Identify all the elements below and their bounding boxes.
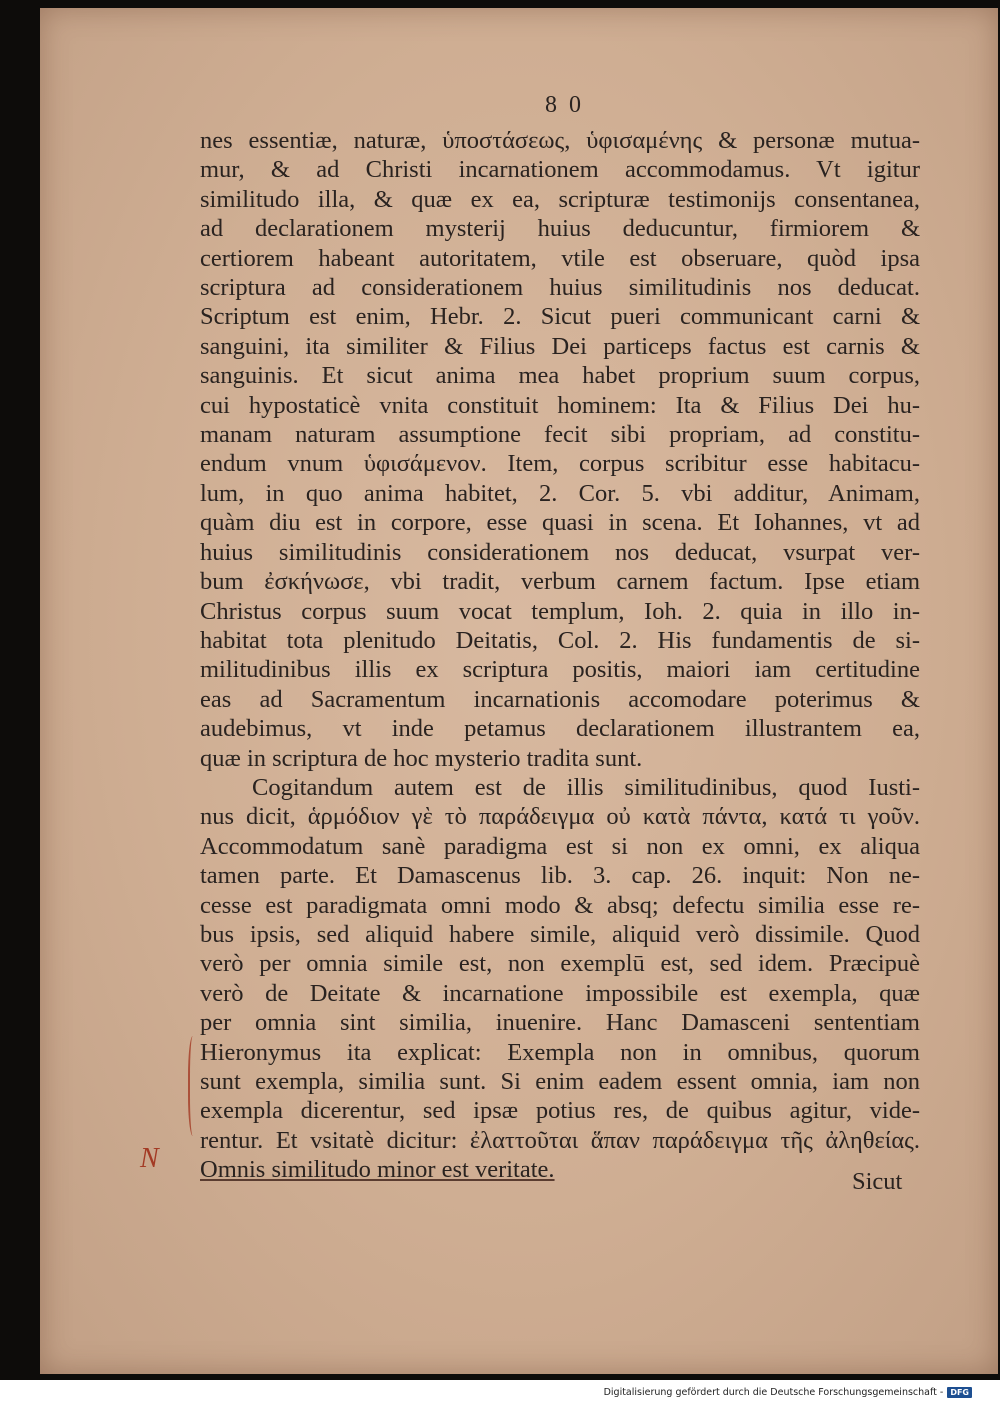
text-line: verò per omnia simile est, non exemplū est, sed idem. Præcipuè	[200, 950, 920, 978]
text-line: eas ad Sacramentum incarnationis accomodare poterimus &	[200, 685, 920, 713]
text-line: sanguinis. Et sicut anima mea habet proprium suum corpus,	[200, 362, 920, 390]
text-line: cesse est paradigmata omni modo & absq; defectu similia esse re-	[200, 891, 920, 919]
text-line: similitudo illa, & quæ ex ea, scripturæ testimonijs consentanea,	[200, 185, 920, 213]
catchword: Sicut	[852, 1168, 903, 1195]
text-line: Scriptum est enim, Hebr. 2. Sicut pueri communicant carni &	[200, 303, 920, 331]
text-line: manam naturam assumptione fecit sibi propriam, ad constitu-	[200, 421, 920, 449]
text-line: Accommodatum sanè paradigma est si non ex omni, ex aliqua	[200, 832, 920, 860]
underlined-quotation-line: Omnis similitudo minor est veritate.	[200, 1156, 555, 1184]
digitization-footer	[604, 1387, 972, 1398]
text-line: quàm diu est in corpore, esse quasi in scena. Et Iohannes, vt ad	[200, 509, 920, 537]
text-line: sunt exempla, similia sunt. Si enim eadem essent omnia, iam non	[200, 1068, 920, 1095]
page-number: 8 0	[545, 92, 584, 118]
dfg-logo: DFG	[947, 1387, 972, 1398]
text-line: certiorem habeant autoritatem, vtile est obseruare, quòd ipsa	[200, 244, 920, 272]
text-line: bus ipsis, sed aliquid habere simile, aliquid verò dissimile. Quod	[200, 920, 920, 948]
marginal-note: N	[140, 1143, 159, 1174]
margin-bracket-mark	[188, 1036, 200, 1136]
text-line: Hieronymus ita explicat: Exempla non in omnibus, quorum	[200, 1038, 920, 1066]
paragraph-end-line: quæ in scriptura de hoc mysterio tradita sunt.	[200, 744, 643, 772]
text-line: habitat tota plenitudo Deitatis, Col. 2. His fundamentis de si-	[200, 626, 920, 654]
text-line: audebimus, vt inde petamus declarationem illustrantem ea,	[200, 715, 920, 743]
text-line: ad declarationem mysterij huius deducuntur, firmiorem &	[200, 215, 920, 243]
body-text	[200, 126, 920, 1185]
text-line: militudinibus illis ex scriptura positis, maiori iam certitudine	[200, 656, 920, 684]
text-line: nes essentiæ, naturæ, ὑποστάσεως, ὑφισαμένης & personæ mutua-	[200, 127, 920, 154]
text-line: endum vnum ὑφισάμενον. Item, corpus scribitur esse habitacu-	[200, 450, 920, 478]
text-line: mur, & ad Christi incarnationem accommodamus. Vt igitur	[200, 156, 920, 184]
paragraph-start-line: Cogitandum autem est de illis similitudinibus, quod Iusti-	[252, 773, 920, 801]
text-line: bum ἐσκήνωσε, vbi tradit, verbum carnem factum. Ipse etiam	[200, 568, 920, 596]
text-line: lum, in quo anima habitet, 2. Cor. 5. vbi additur, Animam,	[200, 479, 920, 507]
text-line: exempla dicerentur, sed ipsæ potius res, de quibus agitur, vide-	[200, 1097, 920, 1125]
text-line: Christus corpus suum vocat templum, Ioh. 2. quia in illo in-	[200, 597, 920, 625]
text-line: scriptura ad considerationem huius similitudinis nos deducat.	[200, 274, 920, 302]
text-line: tamen parte. Et Damascenus lib. 3. cap. 26. inquit: Non ne-	[200, 862, 920, 890]
text-line: verò de Deitate & incarnatione impossibile est exempla, quæ	[200, 979, 920, 1007]
footer-credit: Digitalisierung gefördert durch die Deutsche Forschungsgemeinschaft -	[603, 1387, 944, 1398]
text-line: cui hypostaticè vnita constituit hominem: Ita & Filius Dei hu-	[200, 391, 920, 419]
text-line: nus dicit, ἁρμόδιον γὲ τὸ παράδειγμα οὐ κατὰ πάντα, κατά τι γοῦν.	[200, 803, 920, 831]
text-line: huius similitudinis considerationem nos deducat, vsurpat ver-	[200, 538, 920, 566]
text-line: per omnia sint similia, inuenire. Hanc Damasceni sententiam	[200, 1009, 920, 1037]
text-line: sanguini, ita similiter & Filius Dei particeps factus est carnis &	[200, 332, 920, 360]
text-line: rentur. Et vsitatè dicitur: ἐλαττοῦται ἅπαν παράδειγμα τῆς ἀληθείας.	[200, 1126, 920, 1154]
